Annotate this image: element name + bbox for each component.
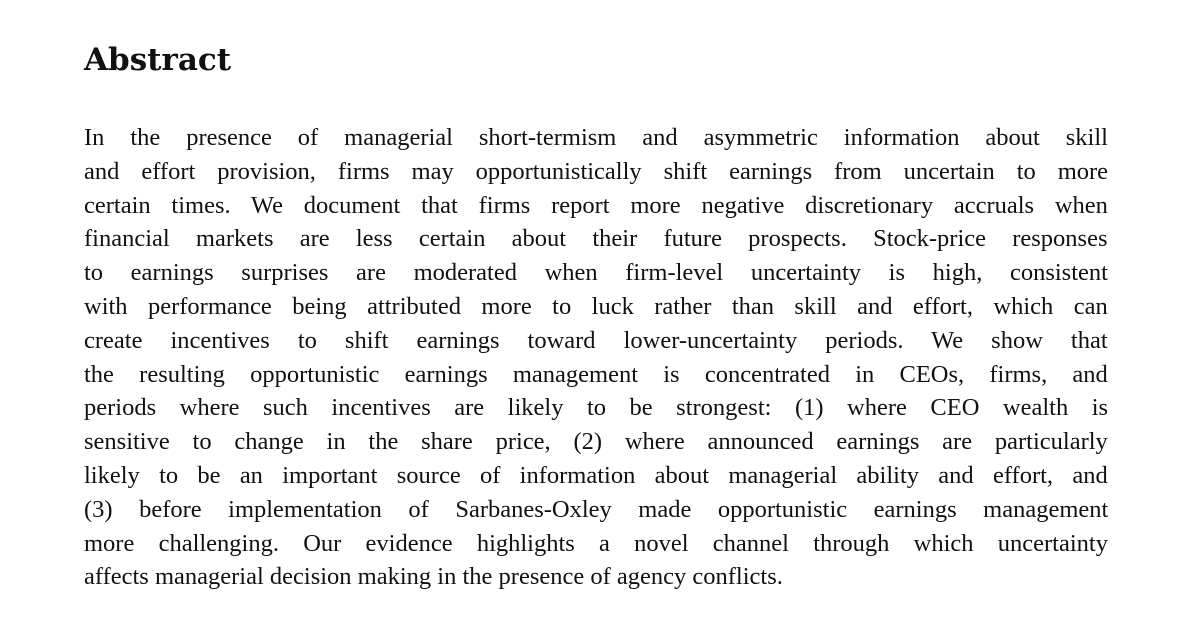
abstract-line: more challenging. Our evidence highlights a novel channel through which uncertainty (84, 529, 1108, 557)
abstract-line: (3) before implementation of Sarbanes-Oxley made opportunistic earnings management (84, 495, 1109, 523)
abstract-line: with performance being attributed more to luck rather than skill and effort, which can (84, 292, 1108, 320)
abstract-line: likely to be an important source of information about managerial ability and effort, and (84, 461, 1108, 489)
abstract-line: sensitive to change in the share price, (2) where announced earnings are particularly (84, 428, 1108, 456)
abstract-text (84, 121, 1108, 594)
abstract-line: affects managerial decision making in the presence of agency conflicts. (84, 563, 783, 591)
abstract-heading: Abstract (84, 42, 232, 78)
abstract-line: the resulting opportunistic earnings management is concentrated in CEOs, firms, and (84, 360, 1108, 388)
abstract-line: In the presence of managerial short-termism and asymmetric information about skill (84, 124, 1108, 151)
abstract-line: and effort provision, firms may opportunistically shift earnings from uncertain to more (84, 157, 1109, 185)
abstract-line: financial markets are less certain about their future prospects. Stock-price responses (84, 225, 1108, 253)
abstract-line: create incentives to shift earnings toward lower-uncertainty periods. We show that (84, 326, 1108, 354)
abstract-line: certain times. We document that firms report more negative discretionary accruals when (84, 191, 1108, 219)
abstract-line: periods where such incentives are likely to be strongest: (1) where CEO wealth is (84, 394, 1109, 422)
abstract-line: to earnings surprises are moderated when firm-level uncertainty is high, consistent (84, 259, 1108, 287)
